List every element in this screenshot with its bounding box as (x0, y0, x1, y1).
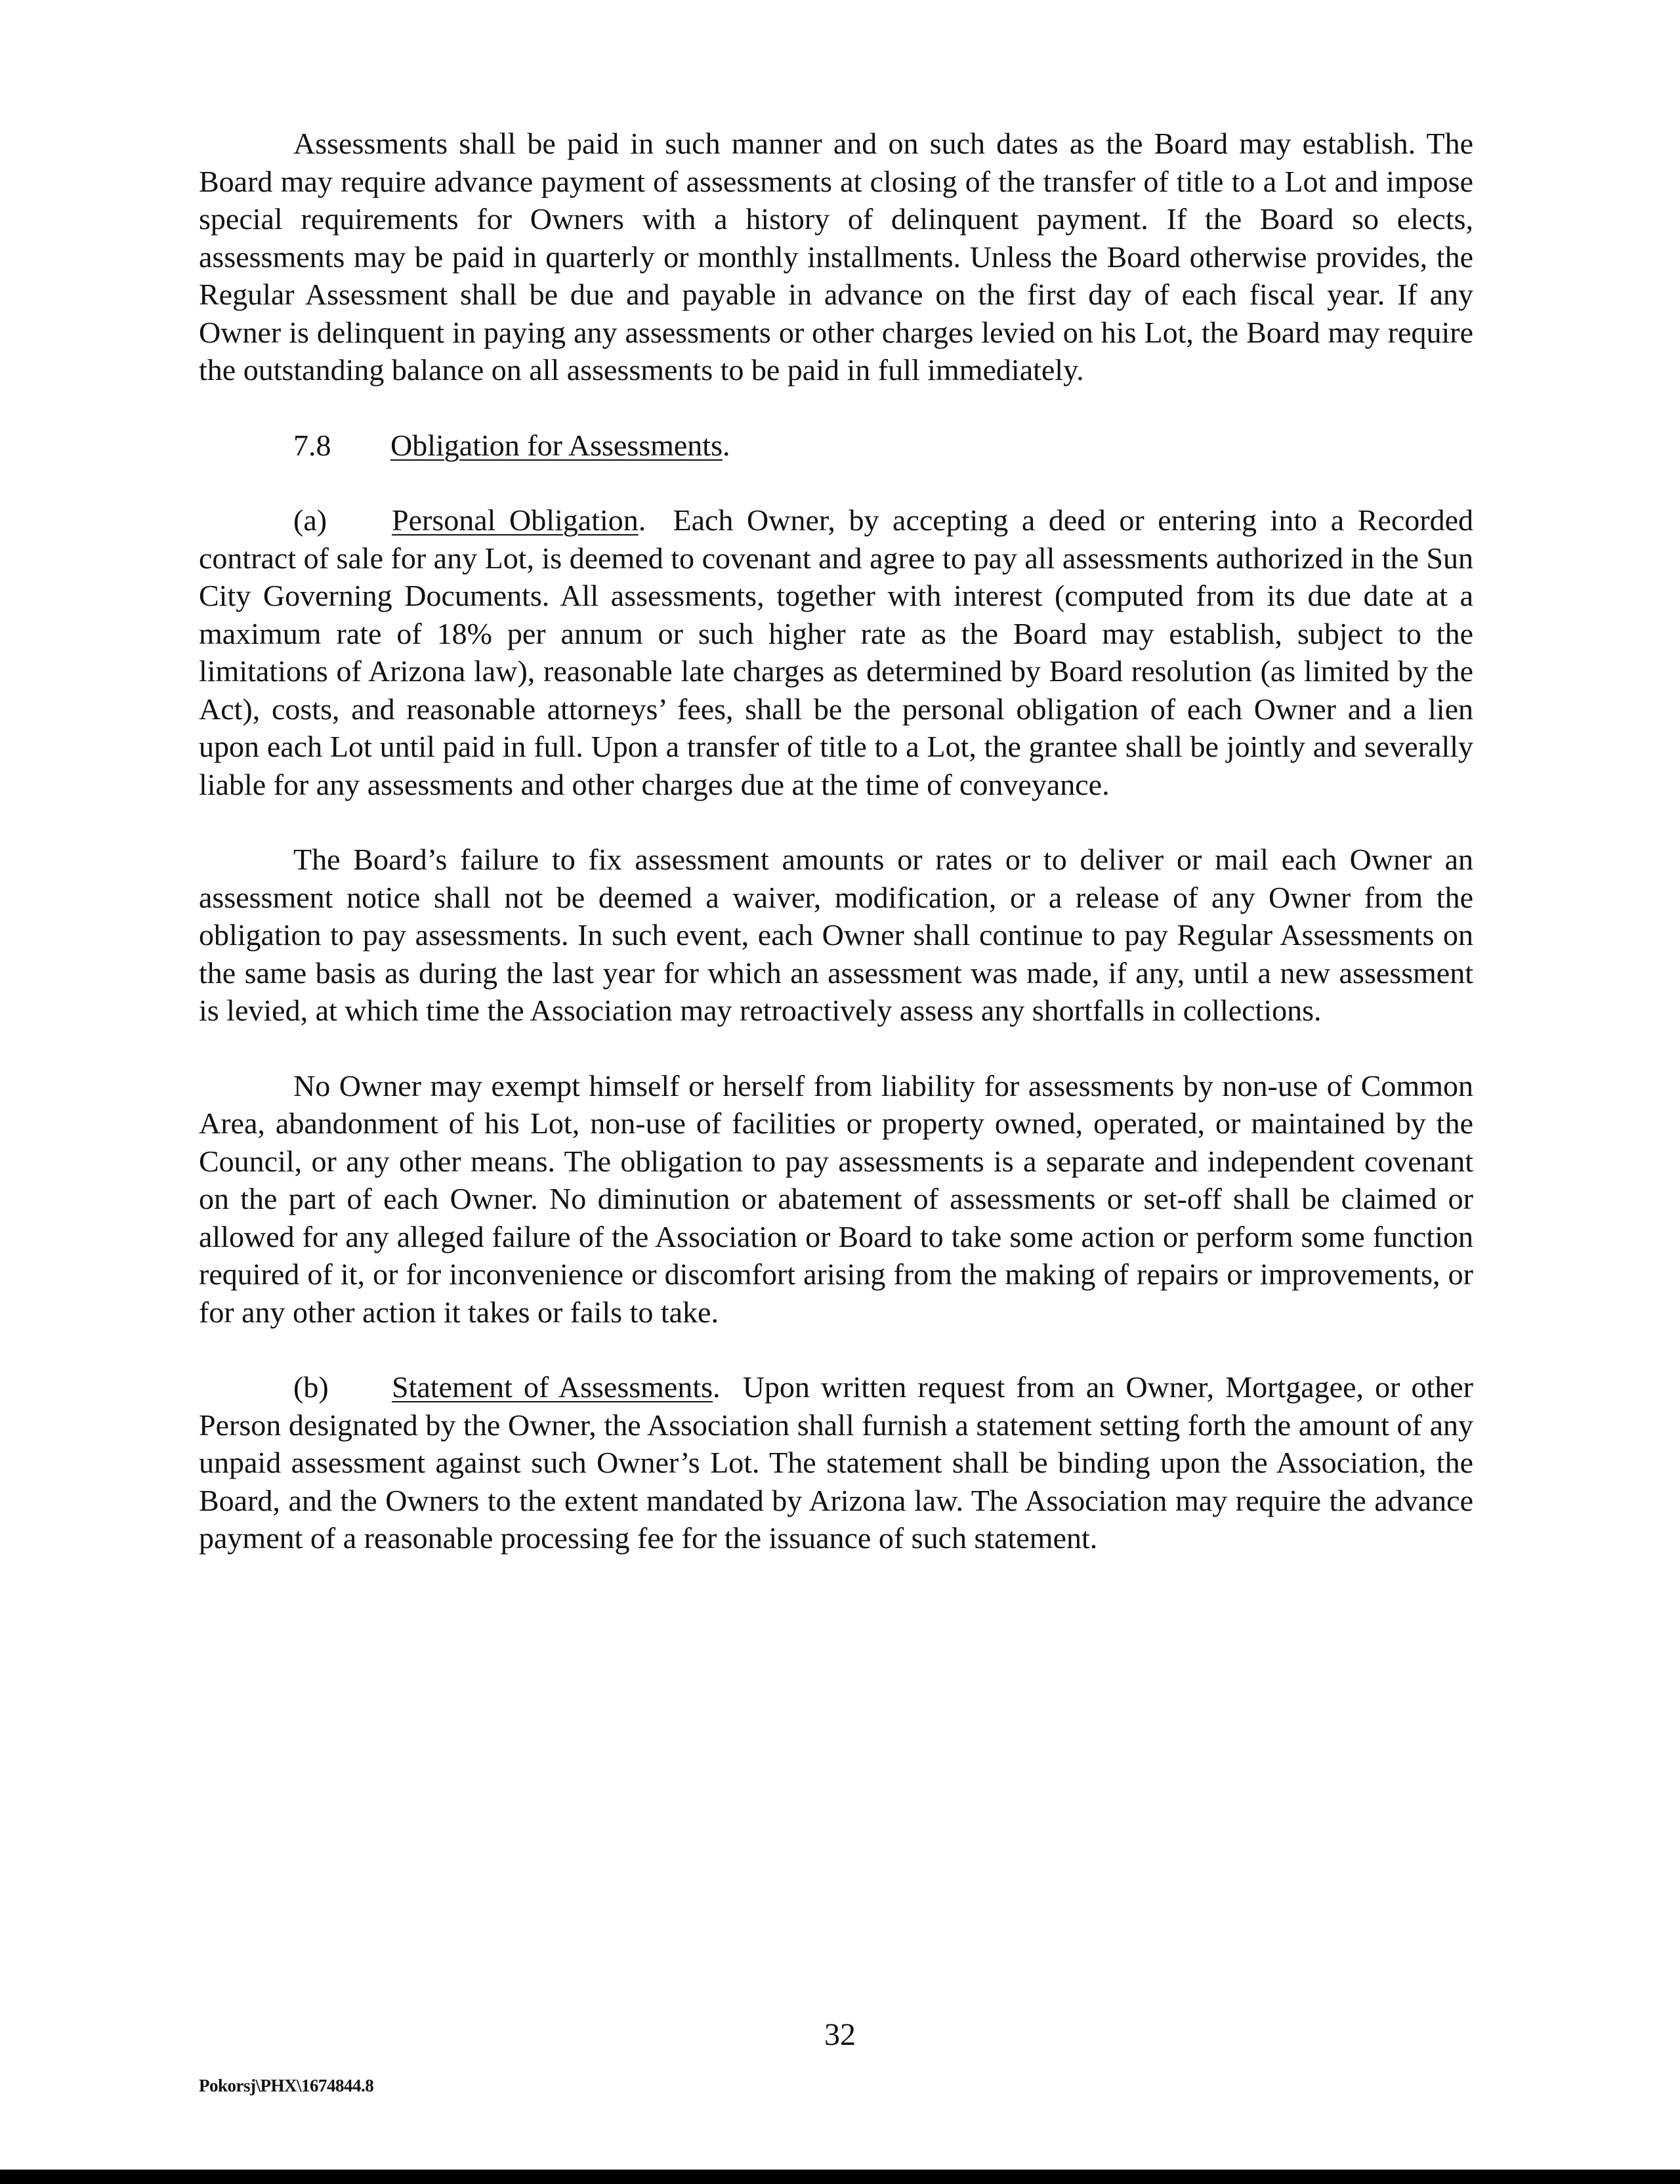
paragraph-statement-of-assessments (199, 1368, 1473, 1557)
subsection-title-punctuation: . (638, 503, 646, 537)
paragraph-text: The Board’s failure to fix assessment amounts or rates or to deliver or mail each Owner an assessment notice shall not be deemed a waiver, modification, or a release of any Owner from the obligation to pay assessments. In such event, each Owner shall continue to pay Regular Assessments on the same basis as during the last year for which an assessment was made, if any, until a new assessment is levied, at which time the Association may retroactively assess any shortfalls in collections. (199, 843, 1473, 1027)
paragraph-personal-obligation (199, 501, 1473, 803)
paragraph-board-failure (199, 841, 1473, 1030)
section-title-punctuation: . (722, 428, 730, 462)
paragraph-text: No Owner may exempt himself or herself from liability for assessments by non-use of Common Area, abandonment of his Lot, non-use of facilities or property owned, operated, or maintained by the Council, or any other means. The obligation to pay assessments is a separate and independent covenant on the part of each Owner. No diminution or abatement of assessments or set-off shall be claimed or allowed for any alleged failure of the Association or Board to take some action or perform some function required of it, or for inconvenience or discomfort arising from the making of repairs or improvements, or for any other action it takes or fails to take. (199, 1068, 1473, 1329)
section-number: 7.8 (293, 428, 331, 462)
scan-border-bottom (0, 2170, 1680, 2184)
subsection-title-statement-of-assessments: Statement of Assessments (392, 1370, 713, 1404)
paragraph-text: Each Owner, by accepting a deed or entering into a Recorded contract of sale for any Lot, is deemed to covenant and agree to pay all assessments authorized in the Sun City Governing Documents. All assessments, together with interest (computed from its due date at a maximum rate of 18% per annum or such higher rate as the Board may establish, subject to the limitations of Arizona law), reasonable late charges as determined by Board resolution (as limited by the Act), costs, and reasonable attorneys’ fees, shall be the personal obligation of each Owner and a lien upon each Lot until paid in full. Upon a transfer of title to a Lot, the grantee shall be jointly and severally liable for any assessments and other charges due at the time of conveyance. (199, 503, 1473, 801)
subsection-label-a: (a) (293, 503, 327, 537)
paragraph-text: Upon written request from an Owner, Mortgagee, or other Person designated by the Owner, the Association shall furnish a statement setting forth the amount of any unpaid assessment against such Owner’s Lot. The statement shall be binding upon the Association, the Board, and the Owners to the extent mandated by Arizona law. The Association may require the advance payment of a reasonable processing fee for the issuance of such statement. (199, 1370, 1473, 1555)
section-title: Obligation for Assessments (390, 428, 723, 462)
paragraph-assessment-payment (199, 125, 1473, 389)
paragraph-no-exemption (199, 1067, 1473, 1332)
paragraph-text: Assessments shall be paid in such manner and on such dates as the Board may establish. The Board may require advance payment of assessments at closing of the transfer of title to a Lot and impose special requirements for Owners with a history of delinquent payment. If the Board so elects, assessments may be paid in quarterly or monthly installments. Unless the Board otherwise provides, the Regular Assessment shall be due and payable in advance on the first day of each fiscal year. If any Owner is delinquent in paying any assessments or other charges levied on his Lot, the Board may require the outstanding balance on all assessments to be paid in full immediately. (199, 127, 1473, 387)
subsection-label-b: (b) (293, 1370, 329, 1404)
body-text (199, 125, 1473, 1557)
subsection-title-punctuation: . (713, 1370, 721, 1404)
subsection-title-personal-obligation: Personal Obligation (392, 503, 639, 537)
section-heading-7-8 (199, 427, 1473, 465)
page-number: 32 (824, 2017, 856, 2052)
document-id: Pokorsj\PHX\1674844.8 (199, 2076, 374, 2095)
